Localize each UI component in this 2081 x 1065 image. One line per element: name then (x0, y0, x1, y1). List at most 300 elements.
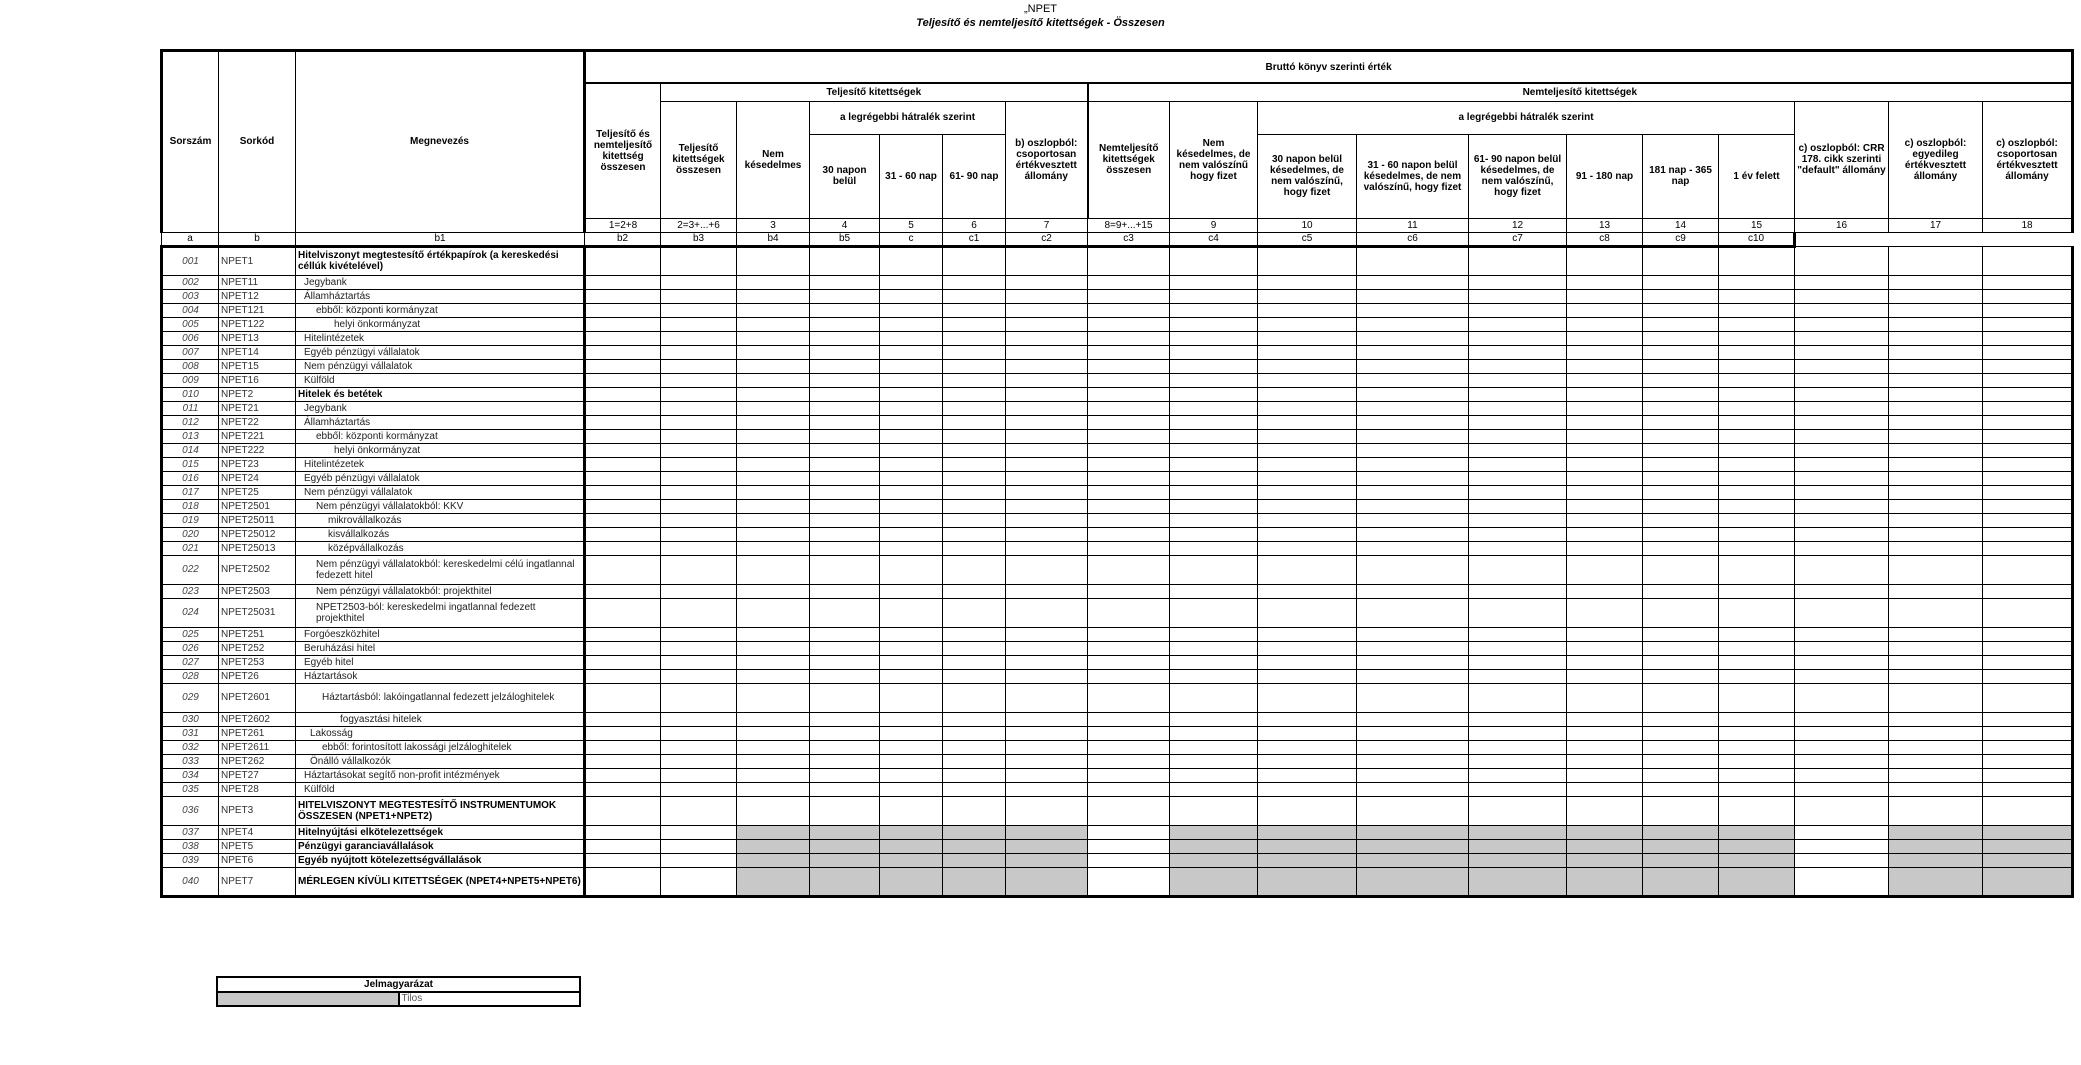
value-cell-c1[interactable] (1170, 541, 1258, 555)
value-cell-b[interactable] (661, 499, 737, 513)
value-cell-c9[interactable] (1889, 796, 1983, 825)
value-cell-b2[interactable] (810, 471, 880, 485)
value-cell-c6[interactable] (1643, 541, 1719, 555)
value-cell-c3[interactable] (1357, 853, 1469, 867)
value-cell-b3[interactable] (880, 471, 943, 485)
value-cell-c[interactable] (1088, 359, 1170, 373)
value-cell-c[interactable] (1088, 485, 1170, 499)
value-cell-b4[interactable] (943, 331, 1006, 345)
value-cell-a[interactable] (585, 387, 661, 401)
value-cell-c8[interactable] (1795, 345, 1889, 359)
value-cell-c6[interactable] (1643, 485, 1719, 499)
value-cell-c[interactable] (1088, 683, 1170, 712)
value-cell-c2[interactable] (1258, 485, 1357, 499)
value-cell-c5[interactable] (1567, 246, 1643, 275)
value-cell-c7[interactable] (1719, 584, 1795, 598)
value-cell-c1[interactable] (1170, 246, 1258, 275)
value-cell-c7[interactable] (1719, 499, 1795, 513)
value-cell-c3[interactable] (1357, 317, 1469, 331)
value-cell-c5[interactable] (1567, 317, 1643, 331)
value-cell-c7[interactable] (1719, 754, 1795, 768)
value-cell-b5[interactable] (1006, 415, 1088, 429)
value-cell-c9[interactable] (1889, 555, 1983, 584)
value-cell-c6[interactable] (1643, 825, 1719, 839)
value-cell-b2[interactable] (810, 387, 880, 401)
value-cell-c4[interactable] (1469, 683, 1567, 712)
value-cell-c5[interactable] (1567, 527, 1643, 541)
value-cell-c10[interactable] (1983, 457, 2073, 471)
value-cell-c1[interactable] (1170, 641, 1258, 655)
value-cell-a[interactable] (585, 839, 661, 853)
value-cell-b[interactable] (661, 387, 737, 401)
value-cell-c2[interactable] (1258, 317, 1357, 331)
value-cell-c3[interactable] (1357, 839, 1469, 853)
value-cell-c2[interactable] (1258, 768, 1357, 782)
value-cell-c10[interactable] (1983, 825, 2073, 839)
value-cell-a[interactable] (585, 289, 661, 303)
value-cell-c9[interactable] (1889, 513, 1983, 527)
value-cell-b2[interactable] (810, 683, 880, 712)
value-cell-c[interactable] (1088, 641, 1170, 655)
value-cell-c4[interactable] (1469, 275, 1567, 289)
value-cell-b5[interactable] (1006, 275, 1088, 289)
value-cell-c7[interactable] (1719, 275, 1795, 289)
value-cell-b3[interactable] (880, 627, 943, 641)
value-cell-b3[interactable] (880, 499, 943, 513)
value-cell-a[interactable] (585, 415, 661, 429)
value-cell-c4[interactable] (1469, 782, 1567, 796)
value-cell-c9[interactable] (1889, 541, 1983, 555)
value-cell-c4[interactable] (1469, 740, 1567, 754)
value-cell-b1[interactable] (737, 275, 810, 289)
value-cell-c1[interactable] (1170, 471, 1258, 485)
value-cell-b2[interactable] (810, 527, 880, 541)
value-cell-a[interactable] (585, 825, 661, 839)
value-cell-c4[interactable] (1469, 331, 1567, 345)
value-cell-b2[interactable] (810, 853, 880, 867)
value-cell-c1[interactable] (1170, 669, 1258, 683)
value-cell-b4[interactable] (943, 712, 1006, 726)
value-cell-c5[interactable] (1567, 740, 1643, 754)
value-cell-b[interactable] (661, 401, 737, 415)
value-cell-b4[interactable] (943, 345, 1006, 359)
value-cell-c[interactable] (1088, 387, 1170, 401)
value-cell-b5[interactable] (1006, 655, 1088, 669)
value-cell-c9[interactable] (1889, 782, 1983, 796)
value-cell-c[interactable] (1088, 768, 1170, 782)
value-cell-c9[interactable] (1889, 527, 1983, 541)
value-cell-c1[interactable] (1170, 429, 1258, 443)
value-cell-c6[interactable] (1643, 513, 1719, 527)
value-cell-c7[interactable] (1719, 457, 1795, 471)
value-cell-c2[interactable] (1258, 598, 1357, 627)
value-cell-b2[interactable] (810, 303, 880, 317)
value-cell-c3[interactable] (1357, 669, 1469, 683)
value-cell-c2[interactable] (1258, 275, 1357, 289)
value-cell-b[interactable] (661, 513, 737, 527)
value-cell-b1[interactable] (737, 627, 810, 641)
value-cell-c5[interactable] (1567, 387, 1643, 401)
value-cell-c8[interactable] (1795, 627, 1889, 641)
value-cell-b1[interactable] (737, 712, 810, 726)
value-cell-c3[interactable] (1357, 275, 1469, 289)
value-cell-b1[interactable] (737, 415, 810, 429)
value-cell-b[interactable] (661, 541, 737, 555)
value-cell-c8[interactable] (1795, 641, 1889, 655)
value-cell-c3[interactable] (1357, 555, 1469, 584)
value-cell-c9[interactable] (1889, 345, 1983, 359)
value-cell-c7[interactable] (1719, 768, 1795, 782)
value-cell-c10[interactable] (1983, 584, 2073, 598)
value-cell-b5[interactable] (1006, 853, 1088, 867)
value-cell-b3[interactable] (880, 825, 943, 839)
value-cell-a[interactable] (585, 853, 661, 867)
value-cell-b5[interactable] (1006, 754, 1088, 768)
value-cell-c1[interactable] (1170, 485, 1258, 499)
value-cell-c8[interactable] (1795, 443, 1889, 457)
value-cell-c6[interactable] (1643, 275, 1719, 289)
value-cell-c7[interactable] (1719, 331, 1795, 345)
value-cell-c10[interactable] (1983, 415, 2073, 429)
value-cell-c3[interactable] (1357, 740, 1469, 754)
value-cell-b4[interactable] (943, 401, 1006, 415)
value-cell-b5[interactable] (1006, 527, 1088, 541)
value-cell-c9[interactable] (1889, 246, 1983, 275)
value-cell-c1[interactable] (1170, 796, 1258, 825)
value-cell-c10[interactable] (1983, 401, 2073, 415)
value-cell-c8[interactable] (1795, 726, 1889, 740)
value-cell-b5[interactable] (1006, 359, 1088, 373)
value-cell-b4[interactable] (943, 598, 1006, 627)
value-cell-c1[interactable] (1170, 275, 1258, 289)
value-cell-c4[interactable] (1469, 289, 1567, 303)
value-cell-c8[interactable] (1795, 754, 1889, 768)
value-cell-c6[interactable] (1643, 669, 1719, 683)
value-cell-c6[interactable] (1643, 555, 1719, 584)
value-cell-c6[interactable] (1643, 641, 1719, 655)
value-cell-c7[interactable] (1719, 782, 1795, 796)
value-cell-c7[interactable] (1719, 303, 1795, 317)
value-cell-c4[interactable] (1469, 415, 1567, 429)
value-cell-c10[interactable] (1983, 373, 2073, 387)
value-cell-c5[interactable] (1567, 541, 1643, 555)
value-cell-c10[interactable] (1983, 345, 2073, 359)
value-cell-c9[interactable] (1889, 457, 1983, 471)
value-cell-c5[interactable] (1567, 669, 1643, 683)
value-cell-c4[interactable] (1469, 768, 1567, 782)
value-cell-c3[interactable] (1357, 429, 1469, 443)
value-cell-c8[interactable] (1795, 867, 1889, 896)
value-cell-c1[interactable] (1170, 598, 1258, 627)
value-cell-b1[interactable] (737, 541, 810, 555)
value-cell-b1[interactable] (737, 387, 810, 401)
value-cell-c5[interactable] (1567, 839, 1643, 853)
value-cell-c2[interactable] (1258, 740, 1357, 754)
value-cell-c[interactable] (1088, 317, 1170, 331)
value-cell-c9[interactable] (1889, 627, 1983, 641)
value-cell-c7[interactable] (1719, 683, 1795, 712)
value-cell-c6[interactable] (1643, 527, 1719, 541)
value-cell-b2[interactable] (810, 499, 880, 513)
value-cell-c1[interactable] (1170, 317, 1258, 331)
value-cell-c8[interactable] (1795, 471, 1889, 485)
value-cell-c8[interactable] (1795, 655, 1889, 669)
value-cell-c3[interactable] (1357, 387, 1469, 401)
value-cell-c7[interactable] (1719, 796, 1795, 825)
value-cell-a[interactable] (585, 401, 661, 415)
value-cell-b3[interactable] (880, 246, 943, 275)
value-cell-c6[interactable] (1643, 740, 1719, 754)
value-cell-c10[interactable] (1983, 669, 2073, 683)
value-cell-c2[interactable] (1258, 853, 1357, 867)
value-cell-c4[interactable] (1469, 726, 1567, 740)
value-cell-c2[interactable] (1258, 627, 1357, 641)
value-cell-b4[interactable] (943, 317, 1006, 331)
value-cell-c7[interactable] (1719, 485, 1795, 499)
value-cell-b2[interactable] (810, 275, 880, 289)
value-cell-c2[interactable] (1258, 401, 1357, 415)
value-cell-c10[interactable] (1983, 429, 2073, 443)
value-cell-b1[interactable] (737, 359, 810, 373)
value-cell-c5[interactable] (1567, 415, 1643, 429)
value-cell-a[interactable] (585, 867, 661, 896)
value-cell-c6[interactable] (1643, 712, 1719, 726)
value-cell-a[interactable] (585, 457, 661, 471)
value-cell-c1[interactable] (1170, 853, 1258, 867)
value-cell-b3[interactable] (880, 598, 943, 627)
value-cell-c1[interactable] (1170, 513, 1258, 527)
value-cell-a[interactable] (585, 796, 661, 825)
value-cell-b2[interactable] (810, 457, 880, 471)
value-cell-c4[interactable] (1469, 641, 1567, 655)
value-cell-c3[interactable] (1357, 359, 1469, 373)
value-cell-b2[interactable] (810, 555, 880, 584)
value-cell-b5[interactable] (1006, 471, 1088, 485)
value-cell-c9[interactable] (1889, 641, 1983, 655)
value-cell-c9[interactable] (1889, 598, 1983, 627)
value-cell-b2[interactable] (810, 740, 880, 754)
value-cell-b4[interactable] (943, 627, 1006, 641)
value-cell-c8[interactable] (1795, 555, 1889, 584)
value-cell-b5[interactable] (1006, 485, 1088, 499)
value-cell-c8[interactable] (1795, 669, 1889, 683)
value-cell-c1[interactable] (1170, 289, 1258, 303)
value-cell-c5[interactable] (1567, 555, 1643, 584)
value-cell-c3[interactable] (1357, 246, 1469, 275)
value-cell-c4[interactable] (1469, 796, 1567, 825)
value-cell-c9[interactable] (1889, 289, 1983, 303)
value-cell-c5[interactable] (1567, 641, 1643, 655)
value-cell-c[interactable] (1088, 555, 1170, 584)
value-cell-b3[interactable] (880, 655, 943, 669)
value-cell-b1[interactable] (737, 754, 810, 768)
value-cell-c3[interactable] (1357, 541, 1469, 555)
value-cell-c4[interactable] (1469, 669, 1567, 683)
value-cell-c8[interactable] (1795, 712, 1889, 726)
value-cell-b[interactable] (661, 853, 737, 867)
value-cell-c2[interactable] (1258, 429, 1357, 443)
value-cell-c9[interactable] (1889, 373, 1983, 387)
value-cell-b5[interactable] (1006, 443, 1088, 457)
value-cell-b[interactable] (661, 584, 737, 598)
value-cell-c[interactable] (1088, 289, 1170, 303)
value-cell-b5[interactable] (1006, 513, 1088, 527)
value-cell-b[interactable] (661, 627, 737, 641)
value-cell-c9[interactable] (1889, 317, 1983, 331)
value-cell-c2[interactable] (1258, 303, 1357, 317)
value-cell-b2[interactable] (810, 839, 880, 853)
value-cell-b[interactable] (661, 796, 737, 825)
value-cell-c8[interactable] (1795, 457, 1889, 471)
value-cell-b1[interactable] (737, 683, 810, 712)
value-cell-b4[interactable] (943, 387, 1006, 401)
value-cell-c10[interactable] (1983, 598, 2073, 627)
value-cell-b3[interactable] (880, 527, 943, 541)
value-cell-b4[interactable] (943, 373, 1006, 387)
value-cell-c2[interactable] (1258, 683, 1357, 712)
value-cell-c3[interactable] (1357, 825, 1469, 839)
value-cell-c3[interactable] (1357, 712, 1469, 726)
value-cell-a[interactable] (585, 669, 661, 683)
value-cell-c3[interactable] (1357, 598, 1469, 627)
value-cell-c10[interactable] (1983, 683, 2073, 712)
value-cell-c5[interactable] (1567, 768, 1643, 782)
value-cell-c[interactable] (1088, 627, 1170, 641)
value-cell-c[interactable] (1088, 825, 1170, 839)
value-cell-c2[interactable] (1258, 499, 1357, 513)
value-cell-b3[interactable] (880, 782, 943, 796)
value-cell-c2[interactable] (1258, 387, 1357, 401)
value-cell-c6[interactable] (1643, 289, 1719, 303)
value-cell-b5[interactable] (1006, 246, 1088, 275)
value-cell-c8[interactable] (1795, 275, 1889, 289)
value-cell-b1[interactable] (737, 513, 810, 527)
value-cell-b3[interactable] (880, 740, 943, 754)
value-cell-b4[interactable] (943, 471, 1006, 485)
value-cell-c2[interactable] (1258, 867, 1357, 896)
value-cell-c9[interactable] (1889, 359, 1983, 373)
value-cell-c6[interactable] (1643, 246, 1719, 275)
value-cell-b5[interactable] (1006, 317, 1088, 331)
value-cell-c7[interactable] (1719, 345, 1795, 359)
value-cell-c[interactable] (1088, 275, 1170, 289)
value-cell-c7[interactable] (1719, 317, 1795, 331)
value-cell-c5[interactable] (1567, 345, 1643, 359)
value-cell-c9[interactable] (1889, 429, 1983, 443)
value-cell-c4[interactable] (1469, 387, 1567, 401)
value-cell-a[interactable] (585, 345, 661, 359)
value-cell-b3[interactable] (880, 754, 943, 768)
value-cell-a[interactable] (585, 598, 661, 627)
value-cell-b1[interactable] (737, 303, 810, 317)
value-cell-b4[interactable] (943, 796, 1006, 825)
value-cell-b5[interactable] (1006, 782, 1088, 796)
value-cell-c4[interactable] (1469, 443, 1567, 457)
value-cell-b1[interactable] (737, 825, 810, 839)
value-cell-b3[interactable] (880, 429, 943, 443)
value-cell-c3[interactable] (1357, 415, 1469, 429)
value-cell-c10[interactable] (1983, 796, 2073, 825)
value-cell-a[interactable] (585, 317, 661, 331)
value-cell-b2[interactable] (810, 345, 880, 359)
value-cell-b5[interactable] (1006, 373, 1088, 387)
value-cell-c8[interactable] (1795, 246, 1889, 275)
value-cell-c9[interactable] (1889, 655, 1983, 669)
value-cell-c8[interactable] (1795, 373, 1889, 387)
value-cell-b2[interactable] (810, 331, 880, 345)
value-cell-b1[interactable] (737, 527, 810, 541)
value-cell-c3[interactable] (1357, 754, 1469, 768)
value-cell-c3[interactable] (1357, 289, 1469, 303)
value-cell-c7[interactable] (1719, 655, 1795, 669)
value-cell-b[interactable] (661, 754, 737, 768)
value-cell-b1[interactable] (737, 373, 810, 387)
value-cell-b[interactable] (661, 598, 737, 627)
value-cell-c2[interactable] (1258, 527, 1357, 541)
value-cell-b3[interactable] (880, 485, 943, 499)
value-cell-c1[interactable] (1170, 867, 1258, 896)
value-cell-b5[interactable] (1006, 825, 1088, 839)
value-cell-b1[interactable] (737, 345, 810, 359)
value-cell-c9[interactable] (1889, 471, 1983, 485)
value-cell-c10[interactable] (1983, 768, 2073, 782)
value-cell-b1[interactable] (737, 555, 810, 584)
value-cell-c6[interactable] (1643, 457, 1719, 471)
value-cell-b5[interactable] (1006, 726, 1088, 740)
value-cell-b2[interactable] (810, 825, 880, 839)
value-cell-b[interactable] (661, 373, 737, 387)
value-cell-c2[interactable] (1258, 796, 1357, 825)
value-cell-b1[interactable] (737, 740, 810, 754)
value-cell-b5[interactable] (1006, 584, 1088, 598)
value-cell-a[interactable] (585, 485, 661, 499)
value-cell-c7[interactable] (1719, 289, 1795, 303)
value-cell-b3[interactable] (880, 275, 943, 289)
value-cell-b3[interactable] (880, 768, 943, 782)
value-cell-a[interactable] (585, 429, 661, 443)
value-cell-c6[interactable] (1643, 867, 1719, 896)
value-cell-c5[interactable] (1567, 796, 1643, 825)
value-cell-c3[interactable] (1357, 499, 1469, 513)
value-cell-b1[interactable] (737, 598, 810, 627)
value-cell-c9[interactable] (1889, 726, 1983, 740)
value-cell-c4[interactable] (1469, 655, 1567, 669)
value-cell-b2[interactable] (810, 669, 880, 683)
value-cell-c6[interactable] (1643, 754, 1719, 768)
value-cell-c9[interactable] (1889, 387, 1983, 401)
value-cell-c10[interactable] (1983, 485, 2073, 499)
value-cell-b[interactable] (661, 825, 737, 839)
value-cell-a[interactable] (585, 303, 661, 317)
value-cell-b5[interactable] (1006, 345, 1088, 359)
value-cell-c2[interactable] (1258, 331, 1357, 345)
value-cell-c5[interactable] (1567, 726, 1643, 740)
value-cell-b1[interactable] (737, 471, 810, 485)
value-cell-c5[interactable] (1567, 853, 1643, 867)
value-cell-c6[interactable] (1643, 726, 1719, 740)
value-cell-b[interactable] (661, 555, 737, 584)
value-cell-c10[interactable] (1983, 782, 2073, 796)
value-cell-c[interactable] (1088, 853, 1170, 867)
value-cell-b[interactable] (661, 683, 737, 712)
value-cell-c9[interactable] (1889, 839, 1983, 853)
value-cell-b2[interactable] (810, 485, 880, 499)
value-cell-c[interactable] (1088, 598, 1170, 627)
value-cell-c6[interactable] (1643, 303, 1719, 317)
value-cell-b2[interactable] (810, 796, 880, 825)
value-cell-b5[interactable] (1006, 669, 1088, 683)
value-cell-c1[interactable] (1170, 373, 1258, 387)
